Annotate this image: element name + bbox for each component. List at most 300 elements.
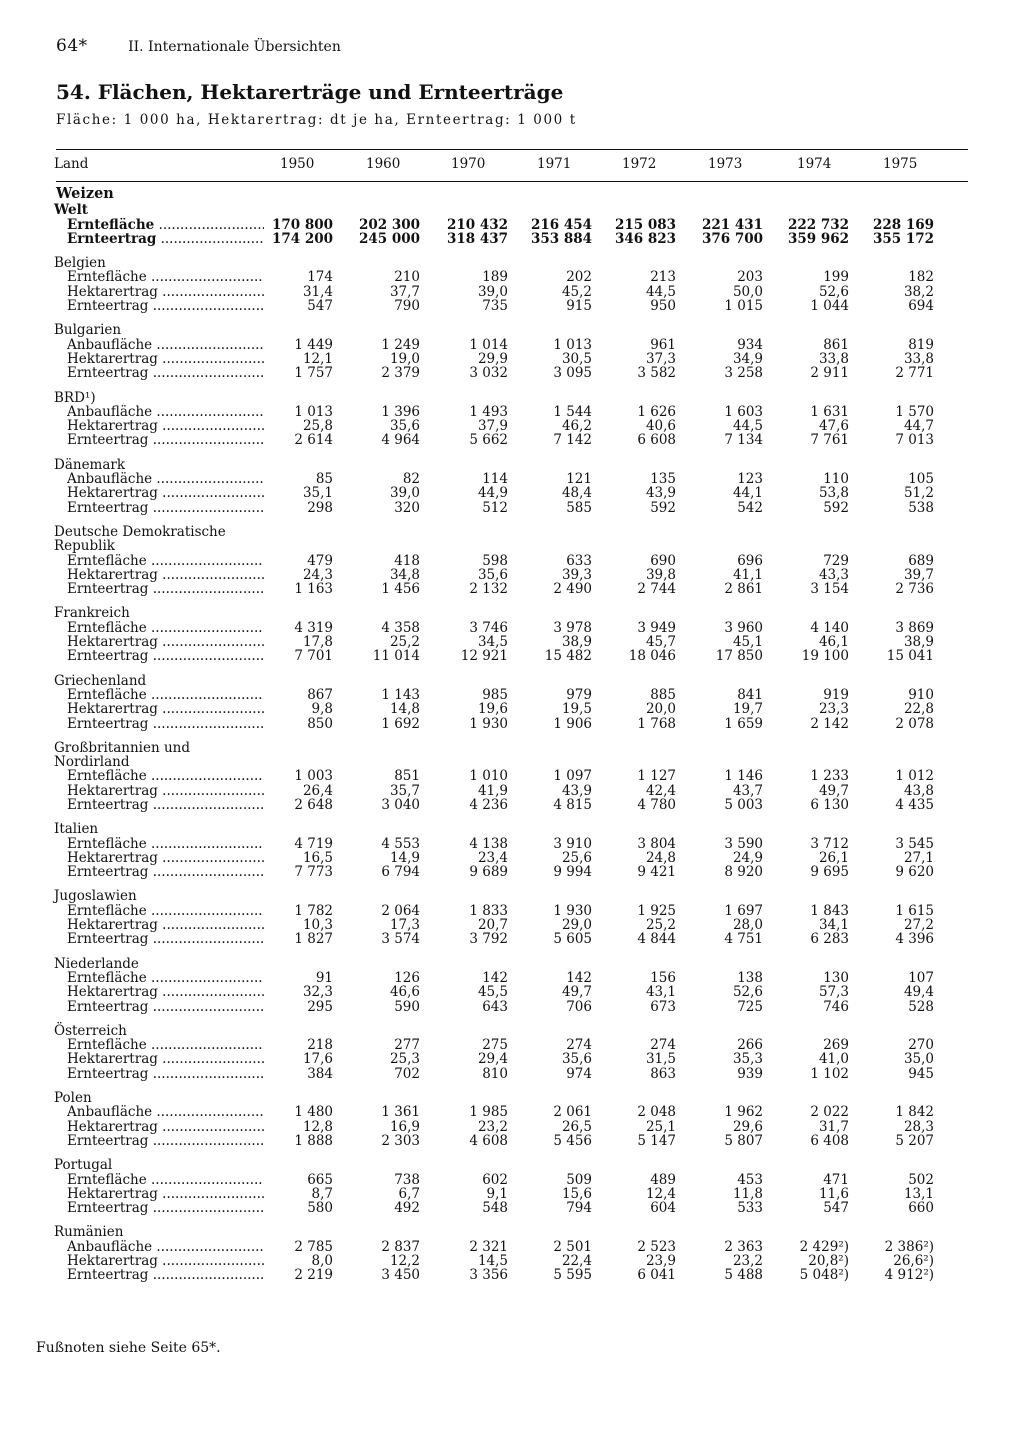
cell-1974: 592 bbox=[823, 499, 849, 516]
cell-1970: 23,4 bbox=[477, 849, 508, 866]
row-label: Ernteertrag ..... bbox=[67, 232, 264, 246]
cell-1971: 216 454 bbox=[530, 216, 592, 233]
cell-1971: 25,6 bbox=[561, 849, 592, 866]
cell-1960: 738 bbox=[394, 1171, 420, 1188]
table-row bbox=[0, 985, 1024, 999]
cell-1950: 35,1 bbox=[302, 485, 333, 502]
cell-1970: 810 bbox=[482, 1065, 508, 1082]
cell-1974: 26,1 bbox=[818, 849, 849, 866]
cell-1975: 4 912²) bbox=[884, 1267, 934, 1284]
country-name-row bbox=[0, 539, 1024, 553]
cell-1972: 135 bbox=[650, 471, 676, 488]
cell-1975: 28,3 bbox=[903, 1118, 934, 1135]
cell-1970: 3 356 bbox=[469, 1267, 508, 1284]
cell-1974: 52,6 bbox=[818, 283, 849, 300]
cell-1960: 790 bbox=[394, 298, 420, 315]
cell-1974: 41,0 bbox=[818, 1051, 849, 1068]
row-label: Ernteertrag ..... bbox=[67, 1000, 264, 1014]
table-row bbox=[0, 1038, 1024, 1052]
cell-1972: 25,1 bbox=[645, 1118, 676, 1135]
cell-1960: 4 553 bbox=[381, 835, 420, 852]
cell-1972: 25,2 bbox=[645, 917, 676, 934]
table-row bbox=[0, 299, 1024, 313]
cell-1972: 690 bbox=[650, 552, 676, 569]
cell-1950: 665 bbox=[307, 1171, 333, 1188]
cell-1973: 3 590 bbox=[724, 835, 763, 852]
cell-1970: 14,5 bbox=[477, 1253, 508, 1269]
cell-1973: 1 962 bbox=[724, 1104, 763, 1121]
cell-1972: 37,3 bbox=[645, 350, 676, 367]
cell-1960: 4 358 bbox=[381, 619, 420, 636]
cell-1974: 46,1 bbox=[818, 634, 849, 651]
cell-1960: 39,0 bbox=[389, 485, 420, 502]
cell-1972: 45,7 bbox=[645, 634, 676, 651]
cell-1972: 6 608 bbox=[637, 432, 676, 449]
cell-1974: 49,7 bbox=[818, 782, 849, 799]
cell-1973: 696 bbox=[737, 552, 763, 569]
world-data-row bbox=[0, 232, 1024, 246]
table-row bbox=[0, 769, 1024, 783]
table-row bbox=[0, 635, 1024, 649]
cell-1975: 2 736 bbox=[895, 581, 934, 598]
cell-1960: 14,9 bbox=[389, 849, 420, 866]
table-row bbox=[0, 554, 1024, 568]
row-label: Hektarertrag ..... bbox=[67, 985, 264, 999]
cell-1950: 25,8 bbox=[302, 418, 333, 435]
cell-1960: 35,6 bbox=[389, 418, 420, 435]
row-label: Hektarertrag ..... bbox=[67, 1187, 264, 1201]
cell-1975: 2 078 bbox=[895, 715, 934, 732]
row-label: Anbaufläche ..... bbox=[67, 405, 264, 419]
country-name: BRD¹) bbox=[54, 389, 96, 406]
row-label: Hektarertrag ..... bbox=[67, 918, 264, 932]
cell-1960: 2 064 bbox=[381, 902, 420, 919]
cell-1971: 2 501 bbox=[553, 1238, 592, 1255]
cell-1974: 20,8²) bbox=[808, 1253, 849, 1269]
cell-1974: 43,3 bbox=[818, 566, 849, 583]
cell-1970: 20,7 bbox=[477, 917, 508, 934]
cell-1974: 919 bbox=[823, 686, 849, 703]
row-label: Ernteertrag ..... bbox=[67, 1201, 264, 1215]
cell-1950: 1 480 bbox=[294, 1104, 333, 1121]
row-label: Ernteertrag ..... bbox=[67, 717, 264, 731]
cell-1971: 2 061 bbox=[553, 1104, 592, 1121]
cell-1974: 3 712 bbox=[810, 835, 849, 852]
row-label: Erntefläche ..... bbox=[67, 769, 264, 783]
row-label: Erntefläche ..... bbox=[67, 554, 264, 568]
cell-1950: 174 200 bbox=[271, 230, 333, 247]
table-row bbox=[0, 1134, 1024, 1148]
cell-1950: 1 449 bbox=[294, 336, 333, 353]
cell-1973: 24,9 bbox=[732, 849, 763, 866]
cell-1950: 12,8 bbox=[302, 1118, 333, 1135]
cell-1972: 6 041 bbox=[637, 1267, 676, 1284]
cell-1975: 44,7 bbox=[903, 418, 934, 435]
country-name-row bbox=[0, 674, 1024, 688]
cell-1973: 934 bbox=[737, 336, 763, 353]
cell-1973: 1 146 bbox=[724, 768, 763, 785]
cell-1950: 850 bbox=[307, 715, 333, 732]
table-row bbox=[0, 366, 1024, 380]
cell-1973: 5 488 bbox=[724, 1267, 763, 1284]
cell-1970: 4 138 bbox=[469, 835, 508, 852]
cell-1970: 548 bbox=[482, 1200, 508, 1217]
cell-1971: 509 bbox=[566, 1171, 592, 1188]
cell-1960: 1 692 bbox=[381, 715, 420, 732]
cell-1972: 31,5 bbox=[645, 1051, 676, 1068]
table-row bbox=[0, 352, 1024, 366]
cell-1971: 274 bbox=[566, 1037, 592, 1054]
cell-1970: 142 bbox=[482, 969, 508, 986]
cell-1960: 1 361 bbox=[381, 1104, 420, 1121]
row-label: Hektarertrag ..... bbox=[67, 1052, 264, 1066]
cell-1974: 359 962 bbox=[787, 230, 849, 247]
cell-1971: 121 bbox=[566, 471, 592, 488]
cell-1973: 8 920 bbox=[724, 864, 763, 881]
cell-1972: 9 421 bbox=[637, 864, 676, 881]
cell-1973: 5 807 bbox=[724, 1132, 763, 1149]
cell-1970: 2 321 bbox=[469, 1238, 508, 1255]
cell-1972: 42,4 bbox=[645, 782, 676, 799]
row-label: Hektarertrag ..... bbox=[67, 285, 264, 299]
table-row bbox=[0, 1052, 1024, 1066]
cell-1950: 1 163 bbox=[294, 581, 333, 598]
cell-1960: 2 303 bbox=[381, 1132, 420, 1149]
cell-1971: 26,5 bbox=[561, 1118, 592, 1135]
cell-1972: 43,9 bbox=[645, 485, 676, 502]
row-label: Ernteertrag ..... bbox=[67, 501, 264, 515]
country-name-row bbox=[0, 1091, 1024, 1105]
cell-1972: 39,8 bbox=[645, 566, 676, 583]
cell-1975: 819 bbox=[908, 336, 934, 353]
country-name-row bbox=[0, 606, 1024, 620]
cell-1974: 1 102 bbox=[810, 1065, 849, 1082]
cell-1975: 3 869 bbox=[895, 619, 934, 636]
cell-1970: 37,9 bbox=[477, 418, 508, 435]
row-label: Hektarertrag ..... bbox=[67, 486, 264, 500]
cell-1974: 269 bbox=[823, 1037, 849, 1054]
column-header-land: Land bbox=[54, 156, 89, 172]
cell-1973: 3 258 bbox=[724, 365, 763, 382]
cell-1974: 47,6 bbox=[818, 418, 849, 435]
cell-1970: 3 032 bbox=[469, 365, 508, 382]
table-row bbox=[0, 688, 1024, 702]
cell-1950: 1 782 bbox=[294, 902, 333, 919]
cell-1950: 7 701 bbox=[294, 648, 333, 665]
cell-1970: 41,9 bbox=[477, 782, 508, 799]
country-name-row bbox=[0, 1225, 1024, 1239]
country-name: Griechenland bbox=[54, 672, 147, 689]
cell-1972: 44,5 bbox=[645, 283, 676, 300]
country-name: Belgien bbox=[54, 255, 106, 272]
cell-1972: 489 bbox=[650, 1171, 676, 1188]
cell-1960: 277 bbox=[394, 1037, 420, 1054]
cell-1973: 52,6 bbox=[732, 984, 763, 1001]
cell-1973: 939 bbox=[737, 1065, 763, 1082]
table-row bbox=[0, 918, 1024, 932]
row-label: Hektarertrag ..... bbox=[67, 1120, 264, 1134]
cell-1975: 43,8 bbox=[903, 782, 934, 799]
cell-1970: 45,5 bbox=[477, 984, 508, 1001]
cell-1975: 27,1 bbox=[903, 849, 934, 866]
table-row bbox=[0, 649, 1024, 663]
cell-1974: 110 bbox=[823, 471, 849, 488]
cell-1971: 1 013 bbox=[553, 336, 592, 353]
cell-1971: 3 910 bbox=[553, 835, 592, 852]
cell-1971: 19,5 bbox=[561, 701, 592, 718]
cell-1950: 1 013 bbox=[294, 403, 333, 420]
country-name: Italien bbox=[54, 821, 99, 838]
cell-1960: 19,0 bbox=[389, 350, 420, 367]
cell-1971: 22,4 bbox=[561, 1253, 592, 1269]
cell-1970: 3 746 bbox=[469, 619, 508, 636]
cell-1973: 17 850 bbox=[715, 648, 763, 665]
row-label: Erntefläche ..... bbox=[67, 1038, 264, 1052]
cell-1971: 3 978 bbox=[553, 619, 592, 636]
cell-1970: 35,6 bbox=[477, 566, 508, 583]
table-row bbox=[0, 568, 1024, 582]
cell-1950: 1 888 bbox=[294, 1132, 333, 1149]
cell-1973: 4 751 bbox=[724, 931, 763, 948]
row-label: Erntefläche ..... bbox=[67, 904, 264, 918]
cell-1950: 547 bbox=[307, 298, 333, 315]
cell-1972: 961 bbox=[650, 336, 676, 353]
cell-1971: 585 bbox=[566, 499, 592, 516]
row-label: Hektarertrag ..... bbox=[67, 635, 264, 649]
cell-1970: 1 010 bbox=[469, 768, 508, 785]
cell-1974: 34,1 bbox=[818, 917, 849, 934]
country-name-row bbox=[0, 391, 1024, 405]
cell-1970: 985 bbox=[482, 686, 508, 703]
table-row bbox=[0, 717, 1024, 731]
cell-1972: 346 823 bbox=[614, 230, 676, 247]
cell-1971: 979 bbox=[566, 686, 592, 703]
table-row bbox=[0, 486, 1024, 500]
cell-1970: 12 921 bbox=[460, 648, 508, 665]
cell-1960: 3 040 bbox=[381, 796, 420, 813]
cell-1975: 4 435 bbox=[895, 796, 934, 813]
cell-1950: 1 003 bbox=[294, 768, 333, 785]
cell-1974: 199 bbox=[823, 269, 849, 286]
cell-1960: 82 bbox=[402, 471, 420, 488]
cell-1972: 604 bbox=[650, 1200, 676, 1217]
cell-1971: 7 142 bbox=[553, 432, 592, 449]
country-name-row bbox=[0, 741, 1024, 755]
cell-1975: 1 842 bbox=[895, 1104, 934, 1121]
cell-1974: 1 044 bbox=[810, 298, 849, 315]
cell-1973: 5 003 bbox=[724, 796, 763, 813]
cell-1974: 6 283 bbox=[810, 931, 849, 948]
cell-1971: 142 bbox=[566, 969, 592, 986]
cell-1975: 2 771 bbox=[895, 365, 934, 382]
cell-1960: 6,7 bbox=[398, 1185, 420, 1202]
cell-1971: 3 095 bbox=[553, 365, 592, 382]
cell-1971: 353 884 bbox=[530, 230, 592, 247]
cell-1950: 4 319 bbox=[294, 619, 333, 636]
cell-1960: 14,8 bbox=[389, 701, 420, 718]
cell-1975: 22,8 bbox=[903, 701, 934, 718]
cell-1973: 453 bbox=[737, 1171, 763, 1188]
cell-1971: 974 bbox=[566, 1065, 592, 1082]
table-row bbox=[0, 419, 1024, 433]
row-label: Ernteertrag ..... bbox=[67, 649, 264, 663]
cell-1975: 502 bbox=[908, 1171, 934, 1188]
cell-1973: 1 015 bbox=[724, 298, 763, 315]
table-row bbox=[0, 904, 1024, 918]
cell-1970: 1 493 bbox=[469, 403, 508, 420]
crop-heading: Weizen bbox=[56, 185, 114, 202]
cell-1970: 4 236 bbox=[469, 796, 508, 813]
cell-1950: 24,3 bbox=[302, 566, 333, 583]
cell-1970: 210 432 bbox=[446, 216, 508, 233]
cell-1960: 34,8 bbox=[389, 566, 420, 583]
row-label: Hektarertrag ..... bbox=[67, 784, 264, 798]
country-name: Deutsche Demokratische bbox=[54, 523, 226, 540]
section-title: II. Internationale Übersichten bbox=[128, 39, 341, 55]
country-name-row bbox=[0, 822, 1024, 836]
row-label: Erntefläche ..... bbox=[67, 1173, 264, 1187]
cell-1972: 1 768 bbox=[637, 715, 676, 732]
cell-1975: 51,2 bbox=[903, 485, 934, 502]
cell-1975: 945 bbox=[908, 1065, 934, 1082]
cell-1973: 29,6 bbox=[732, 1118, 763, 1135]
table-row bbox=[0, 1000, 1024, 1014]
cell-1975: 910 bbox=[908, 686, 934, 703]
table-row bbox=[0, 270, 1024, 284]
cell-1973: 3 960 bbox=[724, 619, 763, 636]
cell-1960: 2 837 bbox=[381, 1238, 420, 1255]
cell-1971: 5 595 bbox=[553, 1267, 592, 1284]
row-label: Ernteertrag ..... bbox=[67, 798, 264, 812]
cell-1971: 1 930 bbox=[553, 902, 592, 919]
cell-1973: 28,0 bbox=[732, 917, 763, 934]
cell-1975: 9 620 bbox=[895, 864, 934, 881]
cell-1960: 245 000 bbox=[358, 230, 420, 247]
cell-1970: 1 985 bbox=[469, 1104, 508, 1121]
cell-1972: 215 083 bbox=[614, 216, 676, 233]
cell-1972: 950 bbox=[650, 298, 676, 315]
cell-1972: 40,6 bbox=[645, 418, 676, 435]
row-label: Anbaufläche ..... bbox=[67, 1240, 264, 1254]
cell-1974: 4 140 bbox=[810, 619, 849, 636]
country-name: Bulgarien bbox=[54, 322, 122, 339]
cell-1974: 471 bbox=[823, 1171, 849, 1188]
cell-1975: 7 013 bbox=[895, 432, 934, 449]
world-data-row bbox=[0, 218, 1024, 232]
cell-1950: 12,1 bbox=[302, 350, 333, 367]
column-header-1970: 1970 bbox=[451, 156, 486, 172]
cell-1973: 841 bbox=[737, 686, 763, 703]
country-name-row bbox=[0, 755, 1024, 769]
cell-1974: 7 761 bbox=[810, 432, 849, 449]
cell-1971: 706 bbox=[566, 998, 592, 1015]
cell-1973: 542 bbox=[737, 499, 763, 516]
column-header-1972: 1972 bbox=[622, 156, 657, 172]
cell-1950: 2 785 bbox=[294, 1238, 333, 1255]
row-label: Ernteertrag ..... bbox=[67, 299, 264, 313]
cell-1974: 1 233 bbox=[810, 768, 849, 785]
table-row bbox=[0, 1240, 1024, 1254]
cell-1975: 39,7 bbox=[903, 566, 934, 583]
cell-1972: 673 bbox=[650, 998, 676, 1015]
cell-1973: 45,1 bbox=[732, 634, 763, 651]
row-label: Erntefläche ..... bbox=[67, 218, 264, 232]
row-label: Hektarertrag ..... bbox=[67, 1254, 264, 1268]
cell-1950: 479 bbox=[307, 552, 333, 569]
cell-1960: 6 794 bbox=[381, 864, 420, 881]
footnote: Fußnoten siehe Seite 65*. bbox=[36, 1340, 221, 1356]
row-label: Erntefläche ..... bbox=[67, 837, 264, 851]
cell-1972: 23,9 bbox=[645, 1253, 676, 1269]
country-name: Polen bbox=[54, 1090, 92, 1107]
cell-1970: 9 689 bbox=[469, 864, 508, 881]
cell-1960: 702 bbox=[394, 1065, 420, 1082]
cell-1973: 2 861 bbox=[724, 581, 763, 598]
table-row bbox=[0, 501, 1024, 515]
cell-1950: 17,6 bbox=[302, 1051, 333, 1068]
cell-1960: 126 bbox=[394, 969, 420, 986]
cell-1960: 4 964 bbox=[381, 432, 420, 449]
cell-1971: 202 bbox=[566, 269, 592, 286]
cell-1975: 689 bbox=[908, 552, 934, 569]
row-label: Erntefläche ..... bbox=[67, 270, 264, 284]
cell-1970: 114 bbox=[482, 471, 508, 488]
cell-1973: 34,9 bbox=[732, 350, 763, 367]
cell-1971: 46,2 bbox=[561, 418, 592, 435]
cell-1975: 38,9 bbox=[903, 634, 934, 651]
cell-1974: 11,6 bbox=[818, 1185, 849, 1202]
cell-1974: 222 732 bbox=[787, 216, 849, 233]
country-name-row bbox=[0, 957, 1024, 971]
cell-1971: 15,6 bbox=[561, 1185, 592, 1202]
world-name: Welt bbox=[54, 202, 89, 219]
cell-1973: 35,3 bbox=[732, 1051, 763, 1068]
cell-1950: 298 bbox=[307, 499, 333, 516]
cell-1970: 318 437 bbox=[446, 230, 508, 247]
cell-1975: 1 570 bbox=[895, 403, 934, 420]
table-row bbox=[0, 433, 1024, 447]
cell-1973: 266 bbox=[737, 1037, 763, 1054]
cell-1960: 492 bbox=[394, 1200, 420, 1217]
cell-1971: 2 490 bbox=[553, 581, 592, 598]
cell-1971: 794 bbox=[566, 1200, 592, 1217]
cell-1975: 1 615 bbox=[895, 902, 934, 919]
cell-1970: 602 bbox=[482, 1171, 508, 1188]
cell-1950: 2 219 bbox=[294, 1267, 333, 1284]
table-title: 54. Flächen, Hektarerträge und Ernteerträge bbox=[56, 80, 564, 104]
cell-1972: 213 bbox=[650, 269, 676, 286]
cell-1973: 1 697 bbox=[724, 902, 763, 919]
cell-1950: 7 773 bbox=[294, 864, 333, 881]
cell-1973: 2 363 bbox=[724, 1238, 763, 1255]
row-label: Ernteertrag ..... bbox=[67, 582, 264, 596]
row-label: Ernteertrag ..... bbox=[67, 1134, 264, 1148]
column-header-1974: 1974 bbox=[797, 156, 832, 172]
cell-1970: 1 014 bbox=[469, 336, 508, 353]
cell-1971: 4 815 bbox=[553, 796, 592, 813]
cell-1972: 2 523 bbox=[637, 1238, 676, 1255]
cell-1974: 130 bbox=[823, 969, 849, 986]
cell-1970: 275 bbox=[482, 1037, 508, 1054]
cell-1950: 384 bbox=[307, 1065, 333, 1082]
row-label: Erntefläche ..... bbox=[67, 621, 264, 635]
cell-1974: 33,8 bbox=[818, 350, 849, 367]
cell-1975: 33,8 bbox=[903, 350, 934, 367]
cell-1970: 29,9 bbox=[477, 350, 508, 367]
cell-1960: 3 574 bbox=[381, 931, 420, 948]
row-label: Ernteertrag ..... bbox=[67, 433, 264, 447]
cell-1970: 3 792 bbox=[469, 931, 508, 948]
